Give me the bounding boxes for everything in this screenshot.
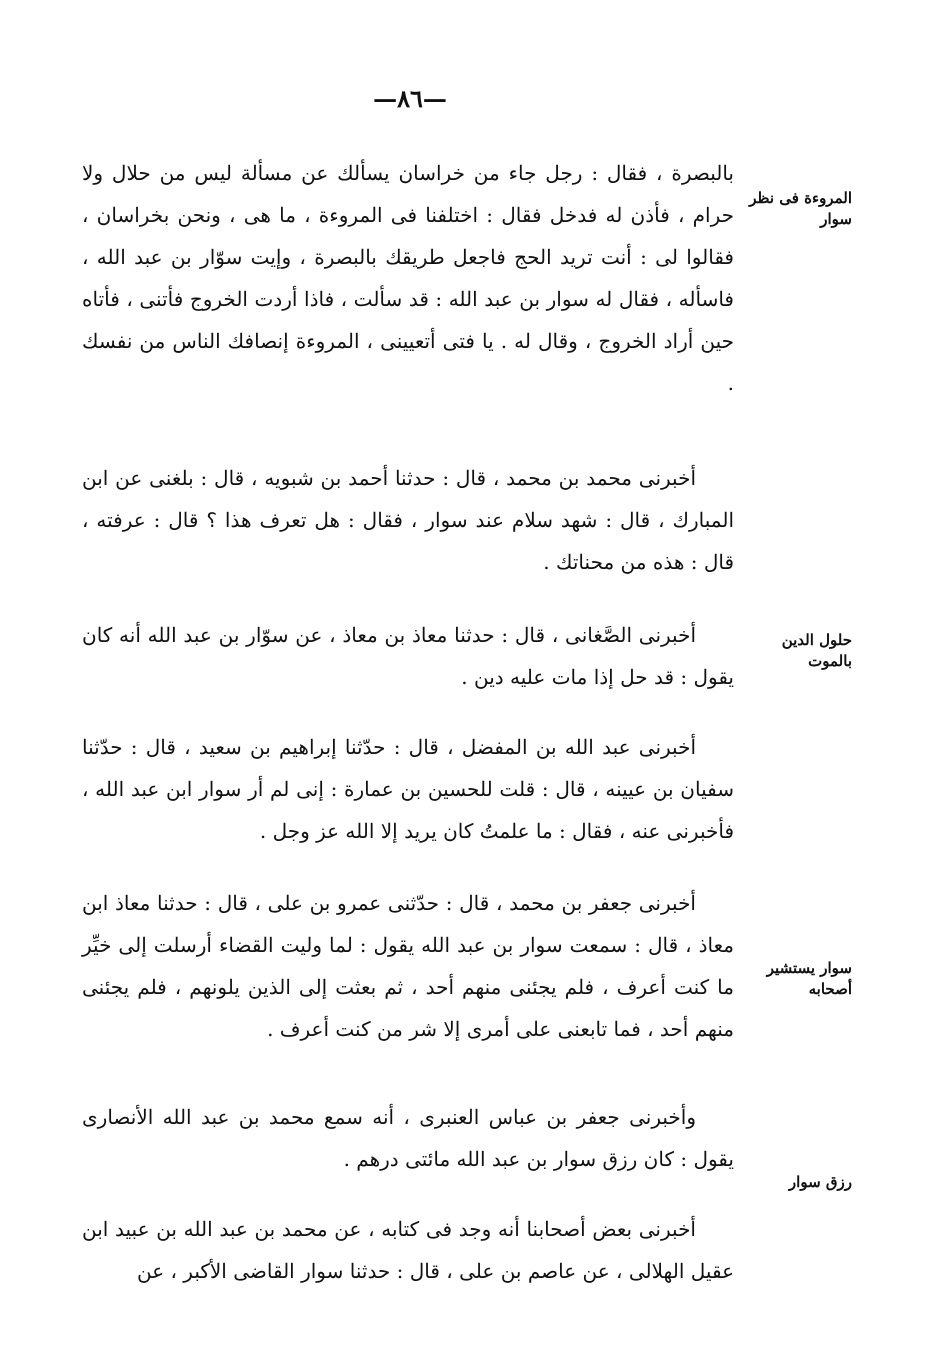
paragraph-ibn-mubarak bbox=[82, 457, 734, 583]
paragraph-text: أخبرنى جعفر بن محمد ، قال : حدّثنى عمرو بن على ، قال : حدثنا معاذ ابن معاذ ، قال : سمعت سوار بن عبد الله يقول : لما وليت القضاء أرسلت إلى خيِّر ما كنت أعرف ، فلم يجئنى منهم أحد ، ثم بعثت إلى الذين يلونهم ، فلم يجئنى منهم أحد ، فما تابعنى على أمرى إلا شر من كنت أعرف . bbox=[82, 891, 734, 1041]
paragraph-text: أخبرنى الصَّغانى ، قال : حدثنا معاذ بن معاذ ، عن سوّار بن عبد الله أنه كان يقول : قد حل إذا مات عليه دين . bbox=[82, 623, 734, 689]
margin-note-debt: حلول الدين بالموت bbox=[781, 631, 852, 670]
margin-note-muruah: المروءة فى نظر سوار bbox=[749, 189, 852, 228]
margin-note-salary: رزق سوار bbox=[788, 1173, 852, 1191]
paragraph-text: أخبرنى بعض أصحابنا أنه وجد فى كتابه ، عن محمد بن عبد الله بن عبيد ابن عقيل الهلالى ، عن عاصم بن على ، قال : حدثنا سوار القاضى الأكبر ، عن bbox=[82, 1217, 734, 1283]
paragraph-text: بالبصرة ، فقال : رجل جاء من خراسان يسألك عن مسألة ليس من حلال ولا حرام ، فأذن له فدخل فقال : اختلفنا فى المروءة ، ما هى ، ونحن بخراسان ، فقالوا لى : أنت تريد الحج فاجعل طريقك بالبصرة ، وإيت سوّار بن عبد الله ، فاسأله ، فقال له سوار بن عبد الله : قد سألت ، فاذا أردت الخروج فأتنى ، فأتاه حين أراد الخروج ، وقال له . يا فتى أتعيينى ، المروءة إنصافك الناس من نفسك . bbox=[82, 161, 734, 395]
paragraph-text: وأخبرنى جعفر بن عباس العنبرى ، أنه سمع محمد بن عبد الله الأنصارى يقول : كان رزق سوار بن عبد الله مائتى درهم . bbox=[82, 1105, 734, 1171]
paragraph-text: أخبرنى عبد الله بن المفضل ، قال : حدّثنا إبراهيم بن سعيد ، قال : حدّثنا سفيان بن عيينه ، قال : قلت للحسين بن عمارة : إنى لم أر سوار ابن عبد الله ، فأخبرنى عنه ، فقال : ما علمتُ كان يريد إلا الله عز وجل . bbox=[82, 735, 734, 843]
margin-note-consult: سوار يستشير أصحابه bbox=[766, 959, 852, 998]
paragraph-text: أخبرنى محمد بن محمد ، قال : حدثنا أحمد بن شبويه ، قال : بلغنى عن ابن المبارك ، قال : شهد سلام عند سوار ، فقال : هل تعرف هذا ؟ قال : عرفته ، قال : هذه من محناتك . bbox=[82, 466, 734, 574]
paragraph-muruah bbox=[82, 152, 734, 404]
paragraph-final bbox=[82, 1208, 734, 1292]
paragraph-debt bbox=[82, 614, 734, 698]
page-number: —٨٦— bbox=[373, 84, 447, 113]
paragraph-salary bbox=[82, 1096, 734, 1180]
paragraph-husayn bbox=[82, 726, 734, 852]
paragraph-consult bbox=[82, 882, 734, 1050]
